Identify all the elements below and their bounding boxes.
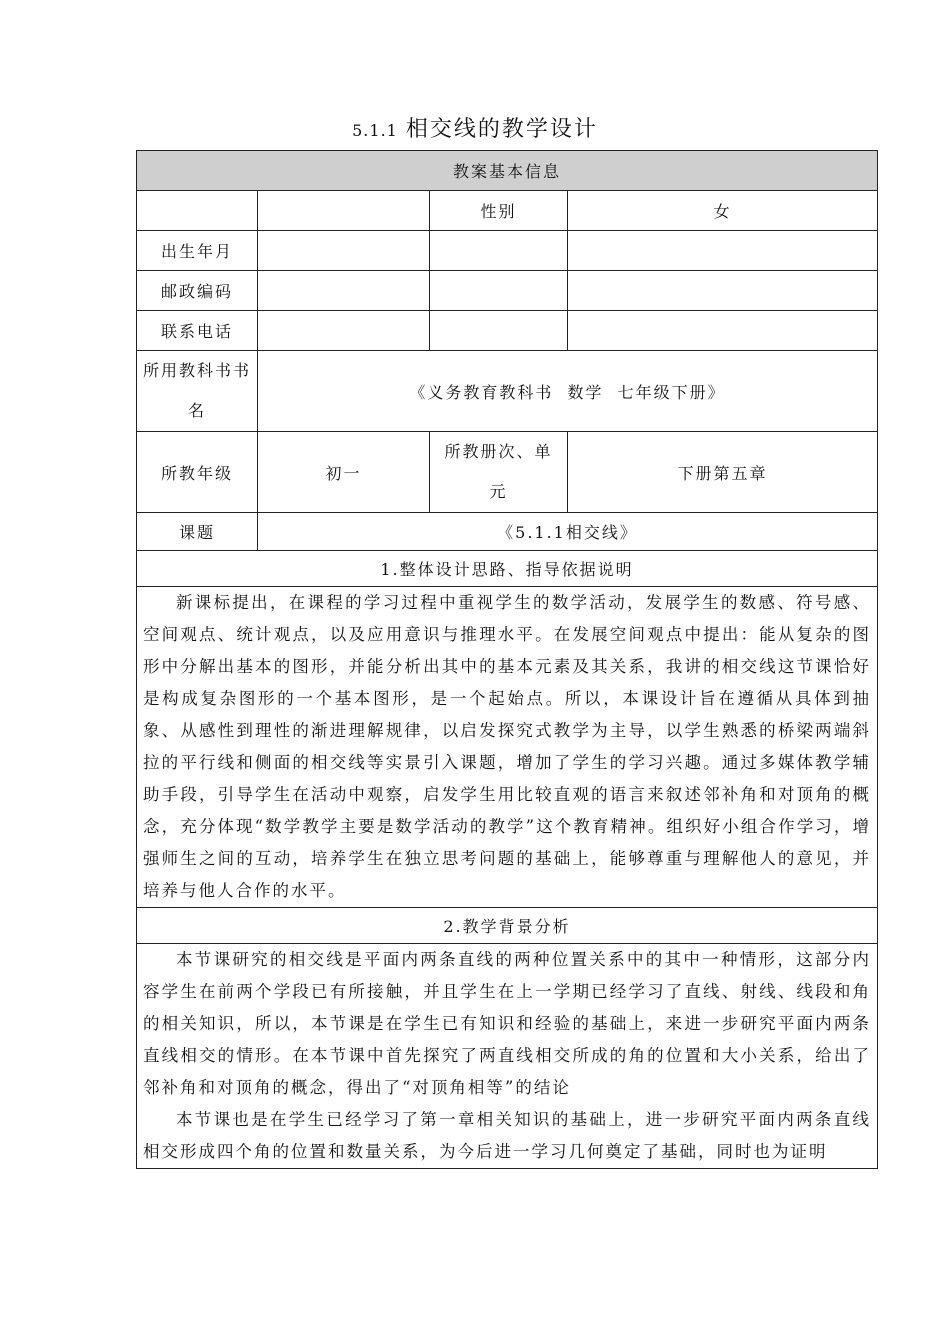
section2-paragraph-1: 本节课研究的相交线是平面内两条直线的两种位置关系中的其中一种情形，这部分内容学生在前两个学段已有所接触，并且学生在上一学期已经学习了直线、射线、线段和角的相关知识，所以，本节课是在学生已有知识和经验的基础上，来进一步研究平面内两条直线相交的情形。在本节课中首先探究了两直线相交所成的角的位置和大小关系，给出了邻补角和对顶角的概念，得出了“对顶角相等”的结论 (143, 950, 872, 1097)
grade-label: 所教年级 (137, 432, 258, 513)
textbook-label: 所用教科书书名 (137, 351, 258, 432)
section2-body (137, 944, 878, 1169)
section1-body-row (137, 587, 878, 908)
blank-cell (430, 231, 568, 271)
textbook-value: 《义务教育教科书 数学 七年级下册》 (258, 351, 878, 432)
section2-body-row (137, 944, 878, 1169)
blank-cell (430, 311, 568, 351)
postcode-value-cell (258, 271, 430, 311)
gender-value: 女 (568, 191, 878, 231)
title-number: 5.1.1 (352, 121, 398, 140)
birth-row (137, 231, 878, 271)
postcode-label: 邮政编码 (137, 271, 258, 311)
section1-heading-row (137, 551, 878, 587)
basic-info-header-row (137, 151, 878, 191)
name-value-cell (258, 191, 430, 231)
phone-value-cell (258, 311, 430, 351)
section1-body (137, 587, 878, 908)
name-row (137, 191, 878, 231)
name-label-cell (137, 191, 258, 231)
postcode-row (137, 271, 878, 311)
birth-value-cell (258, 231, 430, 271)
topic-label: 课题 (137, 513, 258, 551)
blank-cell (568, 311, 878, 351)
basic-info-header: 教案基本信息 (137, 151, 878, 191)
volume-label: 所教册次、单元 (430, 432, 568, 513)
phone-row (137, 311, 878, 351)
title-text: 相交线的教学设计 (405, 117, 598, 142)
blank-cell (568, 271, 878, 311)
section1-paragraph: 新课标提出，在课程的学习过程中重视学生的数学活动，发展学生的数感、符号感、空间观点、统计观点，以及应用意识与推理水平。在发展空间观点中提出：能从复杂的图形中分解出基本的图形，并能分析出其中的基本元素及其关系，我讲的相交线这节课恰好是构成复杂图形的一个基本图形，是一个起始点。所以，本课设计旨在遵循从具体到抽象、从感性到理性的渐进理解规律，以启发探究式教学为主导，以学生熟悉的桥梁两端斜拉的平行线和侧面的相交线等实景引入课题，增加了学生的学习兴趣。通过多媒体教学辅助手段，引导学生在活动中观察，启发学生用比较直观的语言来叙述邻补角和对顶角的概念，充分体现“数学教学主要是数学活动的教学”这个教育精神。组织好小组合作学习，增强师生之间的互动，培养学生在独立思考问题的基础上，能够尊重与理解他人的意见，并培养与他人合作的水平。 (143, 593, 872, 900)
birth-label: 出生年月 (137, 231, 258, 271)
phone-label: 联系电话 (137, 311, 258, 351)
textbook-row (137, 351, 878, 432)
section1-heading: 1.整体设计思路、指导依据说明 (137, 551, 878, 587)
blank-cell (430, 271, 568, 311)
section2-heading: 2.教学背景分析 (137, 908, 878, 944)
volume-value: 下册第五章 (568, 432, 878, 513)
gender-label: 性别 (430, 191, 568, 231)
topic-row (137, 513, 878, 551)
topic-value: 《5.1.1相交线》 (258, 513, 878, 551)
lesson-plan-table (136, 150, 878, 1169)
grade-value: 初一 (258, 432, 430, 513)
section2-paragraph-2: 本节课也是在学生已经学习了第一章相关知识的基础上，进一步研究平面内两条直线相交形成四个角的位置和数量关系，为今后进一学习几何奠定了基础，同时也为证明 (143, 1110, 872, 1161)
grade-row (137, 432, 878, 513)
page-title (0, 112, 950, 143)
blank-cell (568, 231, 878, 271)
section2-heading-row (137, 908, 878, 944)
